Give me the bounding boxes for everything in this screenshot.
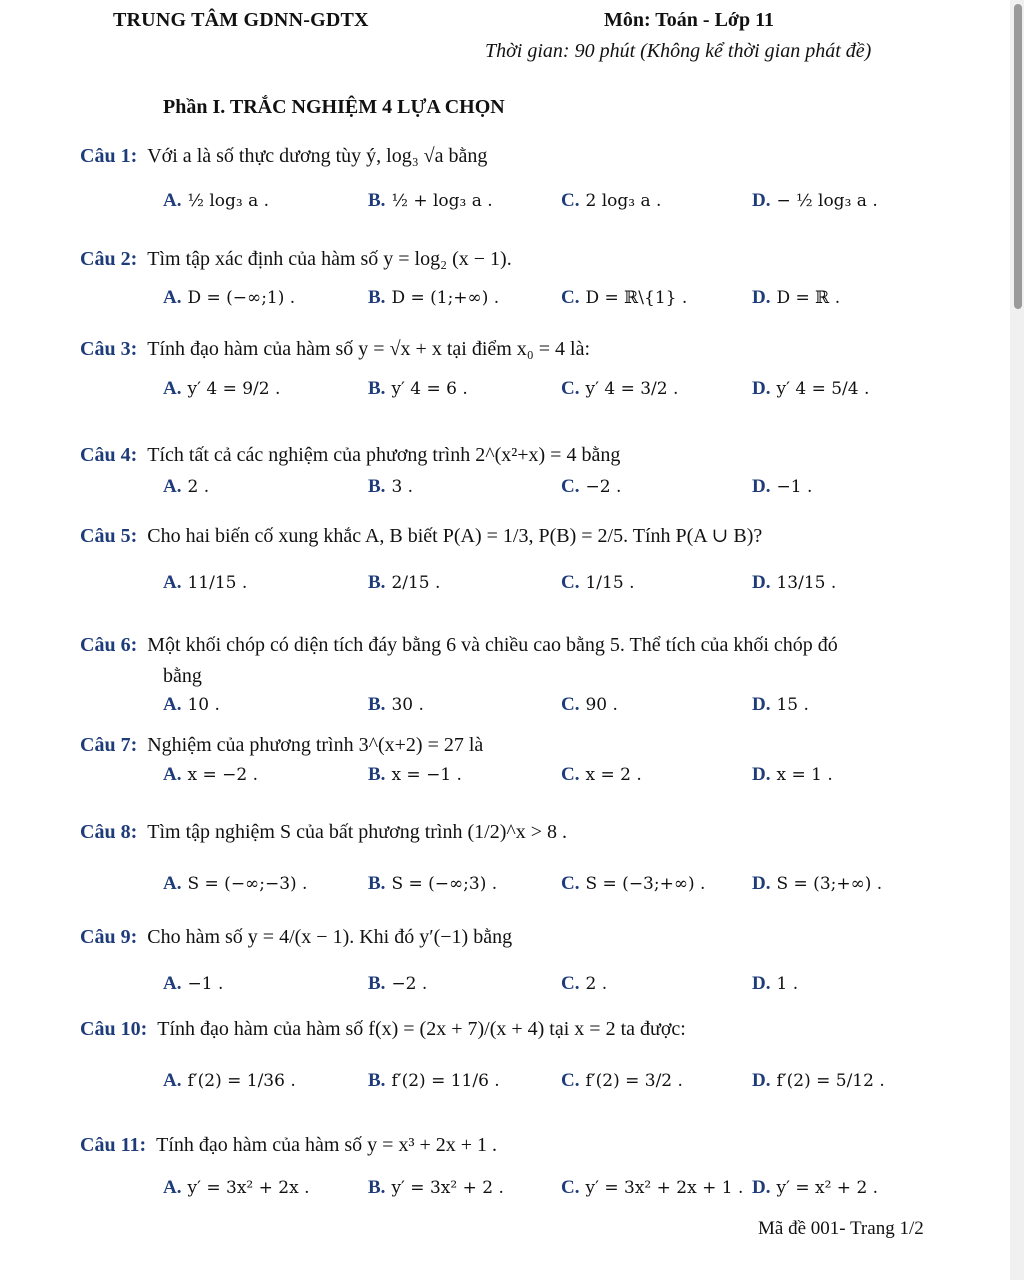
answer-text: S = (−3;+∞) . [585, 874, 706, 894]
answer-label: B. [368, 1070, 386, 1091]
answer-option[interactable] [752, 873, 882, 895]
answer-text: y′ = 3x² + 2x . [187, 1178, 310, 1198]
answer-label: D. [752, 764, 771, 785]
answer-label: A. [163, 287, 182, 308]
answer-label: C. [561, 873, 580, 894]
answer-option[interactable] [163, 287, 295, 309]
answer-label: B. [368, 873, 386, 894]
answer-label: C. [561, 572, 580, 593]
answer-label: C. [561, 476, 580, 497]
answer-text: 2 . [585, 974, 608, 994]
answer-text: D = (1;+∞) . [391, 288, 500, 308]
answer-option[interactable] [752, 190, 878, 212]
answer-text: 3 . [391, 477, 414, 497]
answer-label: C. [561, 764, 580, 785]
answer-text: ½ log₃ a . [187, 191, 270, 211]
answer-label: D. [752, 190, 771, 211]
answer-label: A. [163, 378, 182, 399]
question-3 [80, 338, 590, 361]
answer-text: −2 . [585, 477, 622, 497]
answer-label: B. [368, 572, 386, 593]
question-label: Câu 7: [80, 734, 138, 756]
answer-text: −2 . [391, 974, 428, 994]
question-1 [80, 145, 487, 168]
question-7 [80, 734, 483, 757]
question-label: Câu 3: [80, 338, 138, 360]
answer-text: y′ 4 = 5/4 . [776, 379, 870, 399]
answer-option[interactable] [561, 476, 621, 498]
question-label: Câu 5: [80, 525, 138, 547]
answer-option[interactable] [752, 378, 869, 400]
answer-option[interactable] [561, 1177, 743, 1199]
answer-label: A. [163, 190, 182, 211]
answer-option[interactable] [368, 873, 497, 895]
answer-text: 15 . [776, 695, 809, 715]
answer-label: B. [368, 1177, 386, 1198]
answer-option[interactable] [752, 1070, 885, 1092]
answer-option[interactable] [163, 873, 307, 895]
exam-duration: Thời gian: 90 phút (Không kể thời gian phát đề) [485, 40, 872, 62]
answer-text: D = (−∞;1) . [187, 288, 296, 308]
answer-label: D. [752, 1070, 771, 1091]
answer-option[interactable] [163, 1070, 296, 1092]
answer-label: A. [163, 873, 182, 894]
answer-label: B. [368, 973, 386, 994]
answer-text: ½ + log₃ a . [391, 191, 493, 211]
question-text: Cho hai biến cố xung khắc A, B biết P(A) = 1/3, P(B) = 2/5. Tính P(A ∪ B)? [147, 525, 763, 547]
answer-option[interactable] [561, 873, 705, 895]
answer-option[interactable] [561, 973, 607, 995]
answer-text: f′(2) = 11/6 . [391, 1071, 500, 1091]
answer-text: 2 log₃ a . [585, 191, 662, 211]
answer-option[interactable] [561, 694, 618, 716]
answer-label: C. [561, 1070, 580, 1091]
answer-label: A. [163, 476, 182, 497]
answer-option[interactable] [561, 190, 661, 212]
part-title: Phần I. TRẮC NGHIỆM 4 LỰA CHỌN [163, 96, 505, 118]
question-2 [80, 248, 512, 271]
answer-text: −1 . [776, 477, 813, 497]
question-text: Tìm tập nghiệm S của bất phương trình (1/2)^x > 8 . [147, 821, 568, 843]
question-text: Với a là số thực dương tùy ý, log₃ √a bằng [147, 145, 488, 167]
question-11 [80, 1134, 497, 1157]
answer-option[interactable] [368, 1070, 500, 1092]
question-text: Một khối chóp có diện tích đáy bằng 6 và chiều cao bằng 5. Thể tích của khối chóp đó [147, 634, 838, 656]
answer-option[interactable] [752, 287, 840, 309]
question-text: Tính đạo hàm của hàm số y = √x + x tại điểm x₀ = 4 là: [147, 338, 591, 360]
question-label: Câu 6: [80, 634, 138, 656]
question-label: Câu 8: [80, 821, 138, 843]
answer-option[interactable] [752, 572, 836, 594]
answer-text: x = 1 . [776, 765, 833, 785]
answer-text: D = ℝ\{1} . [585, 288, 688, 308]
answer-label: D. [752, 694, 771, 715]
answer-option[interactable] [561, 572, 634, 594]
answer-label: A. [163, 1070, 182, 1091]
question-4 [80, 444, 620, 467]
answer-text: f′(2) = 1/36 . [187, 1071, 296, 1091]
answer-option[interactable] [163, 572, 247, 594]
answer-text: y′ 4 = 9/2 . [187, 379, 281, 399]
answer-option[interactable] [561, 1070, 683, 1092]
question-text-continued: bằng [163, 665, 202, 687]
question-label: Câu 11: [80, 1134, 147, 1156]
answer-option[interactable] [163, 764, 258, 786]
answer-option[interactable] [163, 190, 269, 212]
answer-label: D. [752, 476, 771, 497]
answer-text: x = 2 . [585, 765, 642, 785]
question-5 [80, 523, 762, 548]
answer-text: x = −1 . [391, 765, 462, 785]
subject-title: Môn: Toán - Lớp 11 [604, 9, 775, 31]
answer-label: B. [368, 694, 386, 715]
question-label: Câu 10: [80, 1018, 148, 1040]
question-label: Câu 2: [80, 248, 138, 270]
answer-label: B. [368, 764, 386, 785]
question-6 [80, 634, 838, 657]
answer-text: 13/15 . [776, 573, 837, 593]
answer-option[interactable] [163, 1177, 309, 1199]
answer-label: D. [752, 873, 771, 894]
answer-label: A. [163, 764, 182, 785]
answer-label: C. [561, 287, 580, 308]
answer-option[interactable] [368, 1177, 504, 1199]
answer-text: S = (3;+∞) . [776, 874, 883, 894]
answer-label: D. [752, 572, 771, 593]
scroll-thumb[interactable] [1014, 4, 1022, 309]
answer-text: S = (−∞;3) . [391, 874, 498, 894]
answer-option[interactable] [561, 378, 678, 400]
answer-option[interactable] [752, 476, 812, 498]
answer-label: A. [163, 973, 182, 994]
answer-option[interactable] [368, 694, 424, 716]
question-label: Câu 4: [80, 444, 138, 466]
answer-option[interactable] [163, 476, 209, 498]
answer-option[interactable] [368, 764, 462, 786]
question-label: Câu 1: [80, 145, 138, 167]
answer-option[interactable] [368, 476, 413, 498]
answer-text: y′ = 3x² + 2 . [391, 1178, 504, 1198]
answer-option[interactable] [752, 764, 833, 786]
answer-option[interactable] [752, 1177, 878, 1199]
answer-text: 10 . [187, 695, 220, 715]
question-text: Tích tất cả các nghiệm của phương trình 2^(x²+x) = 4 bằng [147, 444, 621, 466]
question-9 [80, 926, 512, 949]
answer-text: − ½ log₃ a . [776, 191, 878, 211]
question-text: Tính đạo hàm của hàm số f(x) = (2x + 7)/(x + 4) tại x = 2 ta được: [157, 1018, 686, 1040]
answer-label: B. [368, 190, 386, 211]
answer-text: f′(2) = 3/2 . [585, 1071, 683, 1091]
answer-label: D. [752, 973, 771, 994]
answer-label: C. [561, 973, 580, 994]
answer-text: 90 . [585, 695, 618, 715]
answer-text: −1 . [187, 974, 224, 994]
answer-text: y′ = 3x² + 2x + 1 . [585, 1178, 744, 1198]
answer-label: D. [752, 287, 771, 308]
answer-option[interactable] [163, 973, 223, 995]
answer-text: 30 . [391, 695, 424, 715]
answer-option[interactable] [368, 973, 427, 995]
answer-label: C. [561, 190, 580, 211]
answer-text: D = ℝ . [776, 288, 841, 308]
answer-label: B. [368, 287, 386, 308]
question-text: Cho hàm số y = 4/(x − 1). Khi đó y′(−1) bằng [147, 926, 513, 948]
answer-text: 1 . [776, 974, 799, 994]
answer-label: D. [752, 378, 771, 399]
answer-label: B. [368, 476, 386, 497]
answer-text: 2/15 . [391, 573, 441, 593]
answer-option[interactable] [561, 287, 687, 309]
scrollbar[interactable] [1010, 0, 1024, 1280]
answer-text: y′ = x² + 2 . [776, 1178, 879, 1198]
answer-label: C. [561, 694, 580, 715]
answer-text: y′ 4 = 6 . [391, 379, 468, 399]
answer-label: A. [163, 694, 182, 715]
question-text: Nghiệm của phương trình 3^(x+2) = 27 là [147, 734, 484, 756]
question-label: Câu 9: [80, 926, 138, 948]
answer-label: A. [163, 572, 182, 593]
question-text: Tính đạo hàm của hàm số y = x³ + 2x + 1 . [156, 1134, 498, 1156]
question-text: Tìm tập xác định của hàm số y = log₂ (x − 1). [147, 248, 512, 270]
answer-option[interactable] [368, 190, 493, 212]
answer-text: y′ 4 = 3/2 . [585, 379, 679, 399]
answer-option[interactable] [368, 287, 499, 309]
answer-text: x = −2 . [187, 765, 258, 785]
answer-text: 1/15 . [585, 573, 635, 593]
answer-option[interactable] [752, 694, 809, 716]
answer-option[interactable] [163, 378, 280, 400]
answer-label: C. [561, 1177, 580, 1198]
answer-label: B. [368, 378, 386, 399]
answer-text: 2 . [187, 477, 210, 497]
answer-text: f′(2) = 5/12 . [776, 1071, 885, 1091]
page-footer: Mã đề 001- Trang 1/2 [758, 1218, 924, 1239]
question-8 [80, 821, 567, 844]
school-name: TRUNG TÂM GDNN-GDTX [113, 9, 369, 31]
question-10 [80, 1018, 686, 1041]
answer-option[interactable] [561, 764, 642, 786]
answer-option[interactable] [368, 378, 468, 400]
answer-option[interactable] [752, 973, 798, 995]
answer-label: C. [561, 378, 580, 399]
answer-text: 11/15 . [187, 573, 248, 593]
answer-option[interactable] [163, 694, 220, 716]
answer-option[interactable] [368, 572, 440, 594]
answer-label: D. [752, 1177, 771, 1198]
answer-label: A. [163, 1177, 182, 1198]
answer-text: S = (−∞;−3) . [187, 874, 308, 894]
